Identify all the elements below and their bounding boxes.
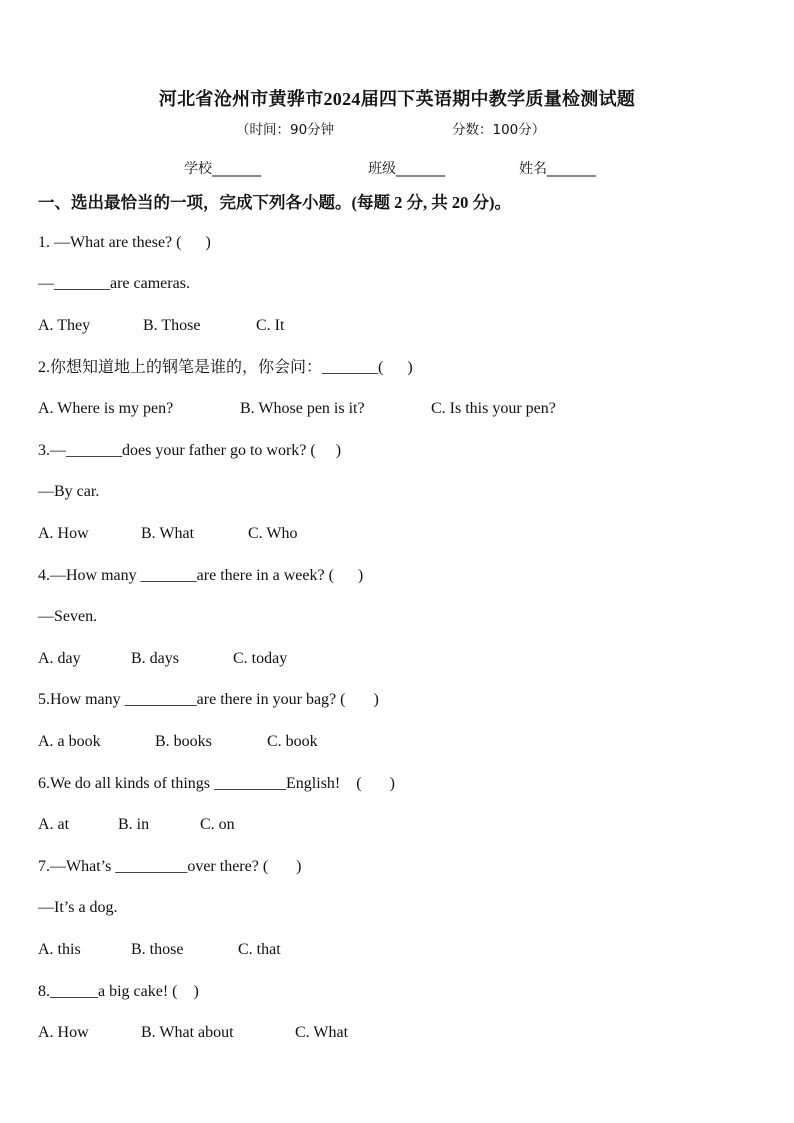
question-1-options [38, 316, 284, 336]
question-8-stem: 8.______a big cake! ( ) [38, 983, 199, 1000]
option-a: A. this [38, 941, 81, 958]
option-b: B. What [141, 525, 195, 542]
question-2-stem: 2.你想知道地上的钢笔是谁的，你会问：_______( ) [38, 359, 413, 376]
question-4-options [38, 649, 287, 669]
question-3-answer-line: —By car. [38, 483, 100, 500]
exam-time: （时间：90分钟 [236, 122, 335, 138]
option-b: B. Those [143, 317, 201, 334]
option-c: C. that [238, 941, 281, 958]
question-7-answer-line: —It’s a dog. [38, 899, 118, 916]
school-field: 学校_______ [184, 161, 261, 177]
class-field: 班级_______ [368, 161, 445, 177]
question-5-options [38, 732, 318, 752]
question-7-stem: 7.—What’s _________over there? ( ) [38, 858, 302, 875]
question-4-answer-line: —Seven. [38, 608, 98, 625]
option-b: B. days [131, 650, 179, 667]
question-2-options [38, 399, 556, 419]
option-a: A. How [38, 1024, 89, 1041]
page-title: 河北省沧州市黄骅市2024届四下英语期中教学质量检测试题 [158, 89, 636, 109]
question-3-options [38, 524, 297, 544]
question-6-options [38, 815, 235, 835]
question-4-stem: 4.—How many _______are there in a week? ( ) [38, 567, 364, 584]
option-c: C. on [200, 816, 235, 833]
section-heading: 一、选出最恰当的一项，完成下列各小题。(每题 2 分, 共 20 分)。 [38, 193, 511, 212]
option-c: C. What [295, 1024, 349, 1041]
option-c: C. book [267, 733, 318, 750]
option-a: A. They [38, 317, 91, 334]
option-c: C. Is this your pen? [431, 400, 556, 417]
option-b: B. Whose pen is it? [240, 400, 365, 417]
option-b: B. What about [141, 1024, 234, 1041]
option-b: B. in [118, 816, 150, 833]
question-1-stem: 1. —What are these? ( ) [38, 234, 211, 251]
option-b: B. those [131, 941, 184, 958]
option-a: A. at [38, 816, 70, 833]
option-a: A. How [38, 525, 89, 542]
question-1-answer-line: —_______are cameras. [38, 275, 190, 292]
question-6-stem: 6.We do all kinds of things _________English! ( ) [38, 775, 395, 792]
option-a: A. Where is my pen? [38, 400, 174, 417]
option-a: A. a book [38, 733, 101, 750]
question-7-options [38, 940, 281, 960]
option-c: C. today [233, 650, 288, 667]
question-5-stem: 5.How many _________are there in your bag? ( ) [38, 691, 379, 708]
name-field: 姓名_______ [519, 161, 596, 177]
option-c: C. It [256, 317, 285, 334]
question-8-options [38, 1023, 348, 1043]
option-c: C. Who [248, 525, 298, 542]
question-3-stem: 3.—_______does your father go to work? ( ) [38, 442, 342, 459]
option-b: B. books [155, 733, 212, 750]
option-a: A. day [38, 650, 81, 667]
exam-score: 分数：100分） [452, 122, 546, 138]
